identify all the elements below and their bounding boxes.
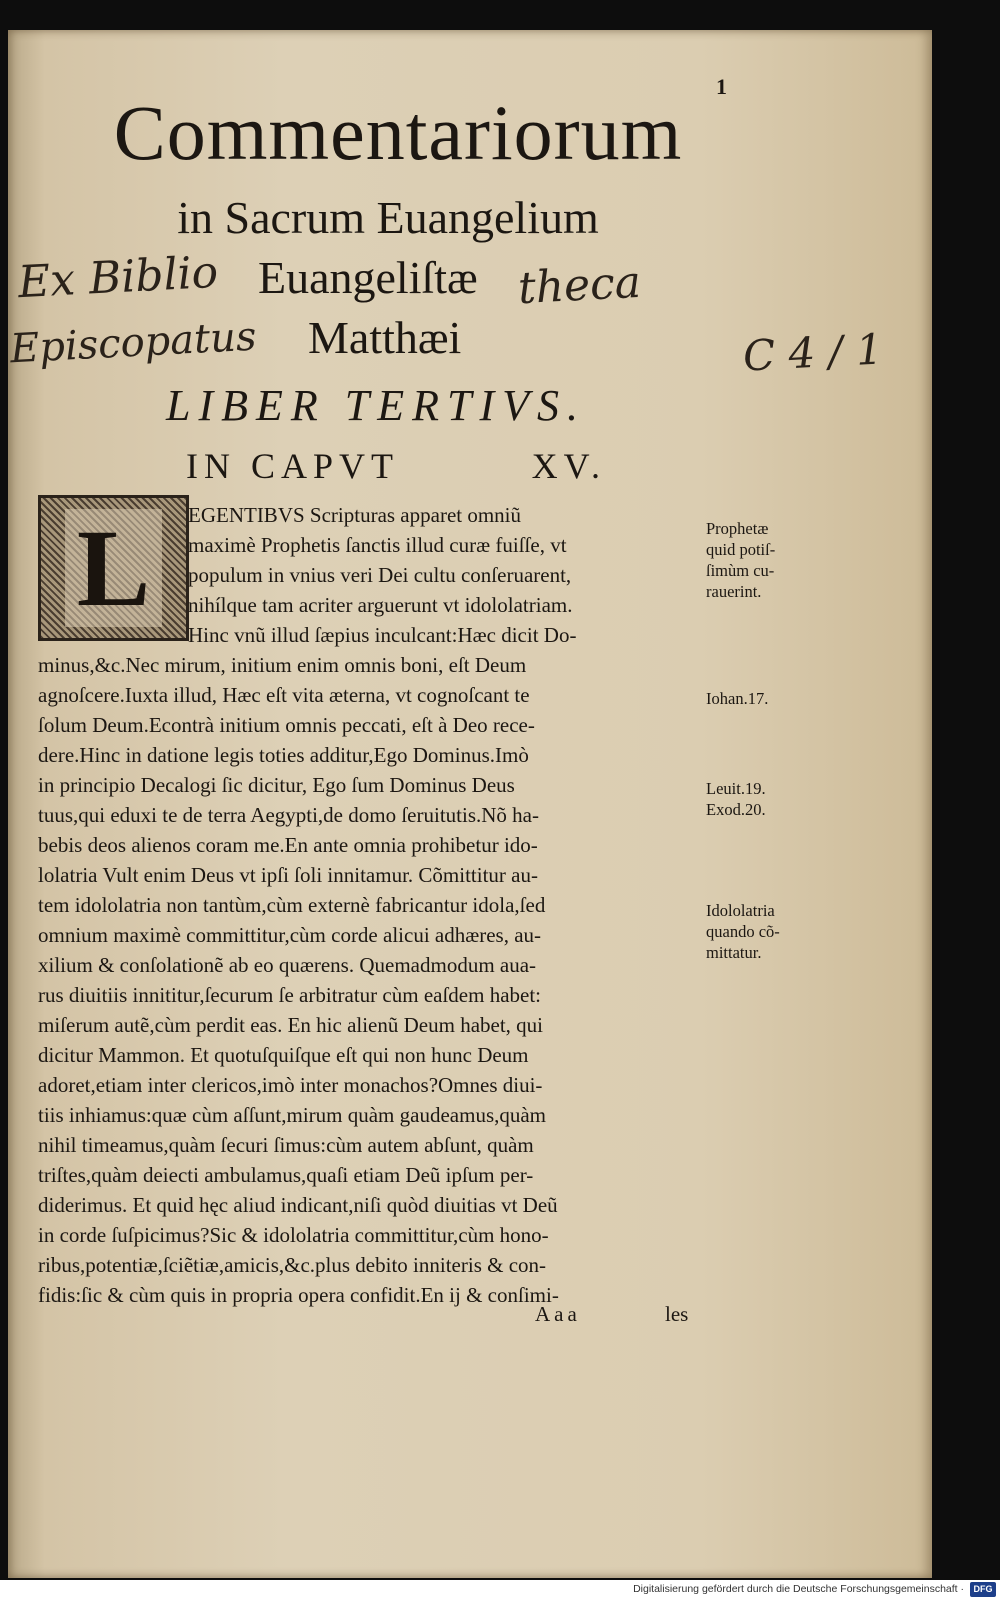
dfg-logo: DFG: [970, 1582, 996, 1597]
body-line: rus diuitiis innititur,ſecurum ſe arbitratur cùm eaſdem habet:: [38, 983, 542, 1007]
signature-mark: Aaa: [535, 1302, 581, 1326]
body-line: miſerum autẽ,cùm perdit eas. En hic alienũ Deum habet, qui: [38, 1013, 544, 1037]
body-line: nihil timeamus,quàm ſecuri ſimus:cùm autem abſunt, quàm: [38, 1133, 534, 1157]
book-page: [8, 30, 932, 1578]
body-line: dere.Hinc in datione legis toties additur,Ego Dominus.Imò: [38, 743, 529, 767]
handwritten-note-left-top: Ex Biblio: [16, 246, 220, 309]
body-line: xilium & conſolationẽ ab eo quærens. Quemadmodum aua-: [38, 953, 537, 977]
title-line-2: in Sacrum Euangelium: [177, 192, 599, 243]
body-line: agnoſcere.Iuxta illud, Hæc eſt vita æterna, vt cognoſcant te: [38, 683, 530, 707]
decorated-initial: [38, 495, 189, 641]
marginal-note: Prophetæ quid potiſ- ſimùm cu- rauerint.: [706, 519, 776, 601]
catchword: les: [665, 1302, 689, 1326]
folio-number: 1: [716, 74, 727, 99]
title-line-1: Commentariorum: [113, 89, 683, 176]
body-line: tuus,qui eduxi te de terra Aegypti,de domo ſeruitutis.Nõ ha-: [38, 803, 539, 827]
chapter-number: XV.: [531, 446, 606, 486]
body-line: ribus,potentiæ,ſciẽtiæ,amicis,&c.plus debito inniteris & con-: [38, 1253, 547, 1277]
body-line: EGENTIBVS Scripturas apparet omniũ: [188, 503, 522, 527]
marginal-note: Idololatria quando cõ- mittatur.: [706, 901, 780, 962]
marginal-note: Iohan.17.: [706, 689, 769, 708]
body-line: omnium maximè committitur,cùm corde alicui adhæres, au-: [38, 923, 542, 947]
handwritten-note-left-bottom: Episcopatus: [8, 313, 258, 373]
marginal-note: Leuit.19. Exod.20.: [706, 779, 766, 819]
body-line: diderimus. Et quid hęc aliud indicant,niſi quòd diuitias vt Deũ: [38, 1193, 558, 1217]
body-line: fidis:ſic & cùm quis in propria opera confidit.En ij & conſimi-: [38, 1283, 559, 1307]
body-line: in corde ſuſpicimus?Sic & idololatria committitur,cùm hono-: [38, 1223, 549, 1247]
body-line: tem idololatria non tantùm,cùm externè fabricantur idola,ſed: [38, 893, 546, 917]
body-line: bebis deos alienos coram me.En ante omnia prohibetur ido-: [38, 833, 538, 857]
body-line: dicitur Mammon. Et quotuſquiſque eſt qui non hunc Deum: [38, 1043, 529, 1067]
chapter-heading: [186, 442, 606, 490]
body-line: Hinc vnũ illud ſæpius inculcant:Hæc dicit Do-: [188, 623, 577, 647]
body-line: tiis inhiamus:quæ cùm aſſunt,mirum quàm gaudeamus,quàm: [38, 1103, 547, 1127]
handwritten-note-right-margin: C 4 / 1: [741, 324, 884, 381]
title-line-3: Euangeliſtæ: [258, 252, 478, 303]
handwritten-note-right-top: theca: [516, 256, 643, 315]
book-heading: LIBER TERTIVS.: [166, 381, 586, 430]
body-line: ſolum Deum.Econtrà initium omnis peccati, eſt à Deo rece-: [38, 713, 535, 737]
body-line: populum in vnius veri Dei cultu conſeruarent,: [188, 563, 572, 587]
body-line: adoret,etiam inter clericos,imò inter monachos?Omnes diui-: [38, 1073, 543, 1097]
chapter-label: IN CAPVT: [186, 446, 400, 486]
digitization-credit: Digitalisierung gefördert durch die Deutsche Forschungsgemeinschaft ·: [633, 1583, 964, 1595]
body-line: maximè Prophetis ſanctis illud curæ fuiſſe, vt: [188, 533, 567, 557]
body-line: lolatria Vult enim Deus vt ipſi ſoli innitamur. Cõmittitur au-: [38, 863, 538, 887]
body-line: minus,&c.Nec mirum, initium enim omnis boni, eſt Deum: [38, 653, 527, 677]
body-line: nihílque tam acriter arguerunt vt idololatriam.: [188, 593, 573, 617]
title-line-4: Matthæi: [308, 312, 462, 363]
body-line: in principio Decalogi ſic dicitur, Ego ſum Dominus Deus: [38, 773, 515, 797]
initial-letter: L: [65, 509, 162, 627]
body-line: triſtes,quàm deiecti ambulamus,quaſi etiam Deũ ipſum per-: [38, 1163, 534, 1187]
